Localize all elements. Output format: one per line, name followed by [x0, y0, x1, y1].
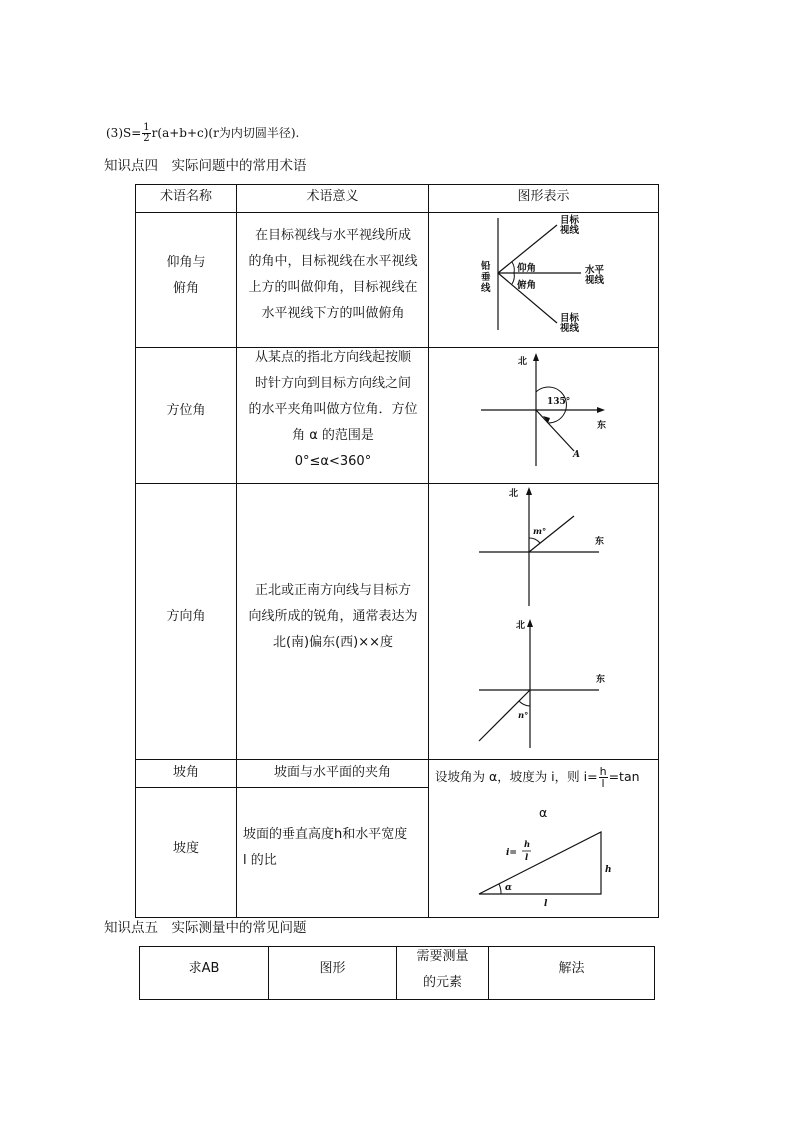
azimuth-angle-label: 135°: [547, 397, 571, 407]
target-line-label-upper: 目标视线: [560, 215, 580, 236]
t2-header-figure: 图形: [319, 961, 346, 976]
plumb-line-label: 铅垂线: [481, 261, 491, 294]
slope-i-label: i=: [506, 848, 517, 858]
formula-line: [106, 123, 299, 144]
angle-n-label: n°: [518, 711, 529, 721]
t2-header-ab: 求AB: [188, 961, 220, 976]
t2-header-elements: 需要测量 的元素: [416, 949, 469, 990]
row5-name: 坡度: [172, 841, 199, 856]
row1-meaning: 在目标视线与水平视线所成 的角中，目标视线在水平视线 上方的叫做仰角，目标视线在 水平视线下方的叫做俯角: [248, 228, 418, 321]
elevation-angle-label: 仰角: [517, 263, 537, 274]
row4-meaning: 坡面与水平面的夹角: [273, 765, 391, 780]
depression-angle-label: 俯角: [517, 280, 537, 291]
row3-meaning: 正北或正南方向线与目标方 向线所成的锐角，通常表达为 北(南)偏东(西)××度: [248, 583, 418, 650]
east-label-2: 东: [596, 675, 606, 685]
formula-suffix: r(a+b+c)(r为内切圆半径).: [151, 126, 300, 140]
north-label-2: 北: [516, 621, 526, 631]
slope-description-line2: α: [539, 805, 548, 820]
row2-meaning: 从某点的指北方向线起按顺 时针方向到目标方向线之间 的水平夹角叫做方位角．方位 角 α 的范围是 0°≤α<360°: [248, 350, 418, 469]
row5-meaning: 坡面的垂直高度h和水平宽度 l 的比: [243, 827, 408, 868]
t2-header-method: 解法: [558, 961, 585, 976]
elevation-depression-figure: [429, 213, 658, 347]
north-label: 北: [518, 357, 528, 367]
formula-prefix: (3)S=: [106, 126, 142, 140]
formula-fraction: $\frac{1}{2}$: [143, 122, 150, 144]
point-a-label: A: [573, 450, 580, 460]
slope-alpha-label: α: [505, 883, 512, 893]
row3-name: 方向角: [166, 609, 206, 624]
row4-name: 坡角: [172, 765, 199, 780]
slope-description: 设坡角为 α，坡度为 i，则 i= $\frac{h}{l}$ =tan: [435, 765, 640, 790]
horizontal-line-label: 水平视线: [585, 265, 605, 286]
angle-m-label: m°: [533, 527, 547, 537]
header-figure: 图形表示: [517, 189, 570, 204]
target-line-label-lower: 目标视线: [560, 313, 580, 334]
azimuth-figure: [429, 348, 658, 483]
row1-name: 仰角与 俯角: [166, 255, 206, 296]
north-label-1: 北: [509, 489, 519, 499]
direction-angle-figure-1: [429, 484, 658, 614]
slope-figure: [429, 820, 658, 915]
direction-angle-figure-2: [429, 614, 658, 754]
header-term-meaning: 术语意义: [306, 189, 359, 204]
row2-name: 方位角: [166, 403, 206, 418]
section5-title: 知识点五 实际测量中的常见问题: [104, 920, 307, 936]
header-term-name: 术语名称: [159, 189, 212, 204]
slope-frac-h: h: [524, 840, 531, 850]
east-label-1: 东: [595, 537, 605, 547]
section4-title: 知识点四 实际问题中的常用术语: [104, 158, 307, 174]
slope-h-label: h: [605, 865, 612, 875]
slope-frac-l: l: [525, 853, 529, 863]
east-label: 东: [597, 421, 607, 431]
slope-l-label: l: [544, 899, 548, 909]
